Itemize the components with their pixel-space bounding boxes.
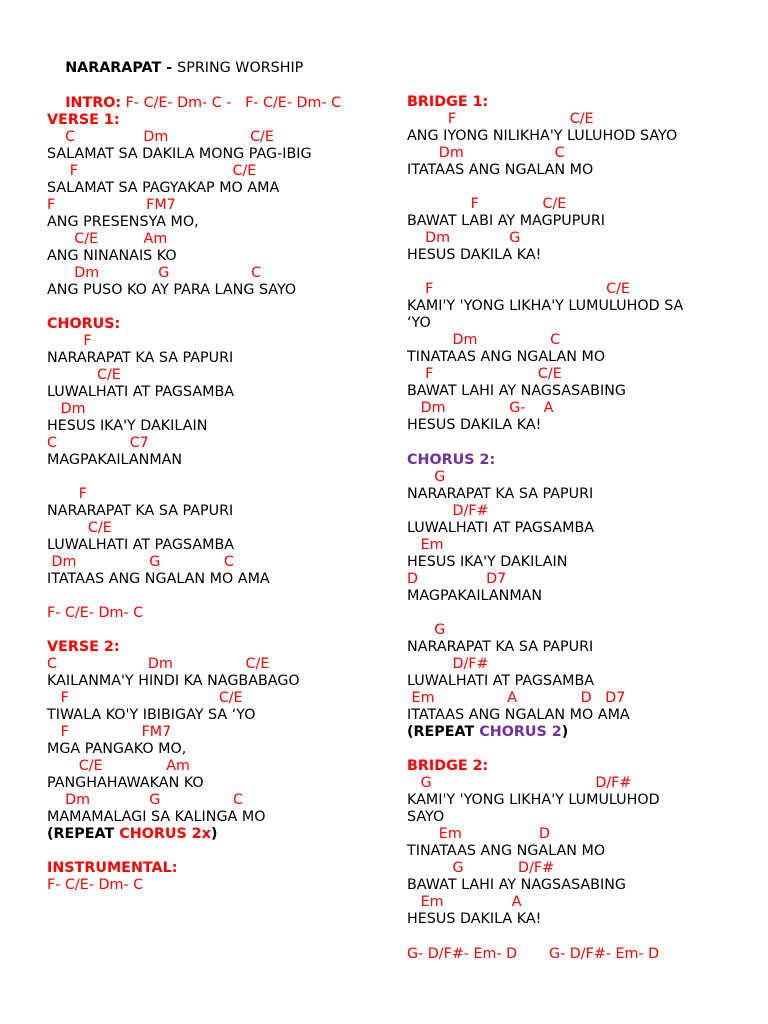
chord-line: Dm G xyxy=(407,230,521,246)
lyric-line: LUWALHATI AT PAGSAMBA xyxy=(407,520,595,536)
chord-line: C/E Am xyxy=(47,231,168,247)
lyric-line: SALAMAT SA PAGYAKAP MO AMA xyxy=(47,180,280,196)
intro-chords: F- C/E- Dm- C - F- C/E- Dm- C xyxy=(121,95,342,111)
lyric-line: ‘YO xyxy=(407,315,431,331)
song-name: NARARAPAT - xyxy=(65,60,178,76)
lyric-line: HESUS IKA'Y DAKILAIN xyxy=(47,418,208,434)
lyric-line: TINATAAS ANG NGALAN MO xyxy=(407,843,606,859)
lyric-line: BAWAT LAHI AY NAGSASABING xyxy=(407,877,626,893)
chord-line: C/E xyxy=(47,520,112,536)
chord-line: G xyxy=(407,469,446,485)
chord-line: F C/E xyxy=(47,163,257,179)
chord-line: F C/E xyxy=(407,111,594,127)
chord-line: C C7 xyxy=(47,435,149,451)
lyric-line: HESUS DAKILA KA! xyxy=(407,911,542,927)
chord-line: D/F# xyxy=(407,503,489,519)
lyric-line: MAMAMALAGI SA KALINGA MO xyxy=(47,809,266,825)
chord-line: C Dm C/E xyxy=(47,129,274,145)
repeat-suffix: ) xyxy=(210,826,218,842)
lyric-line: ANG NINANAIS KO xyxy=(47,248,177,264)
section-heading: CHORUS 2: xyxy=(407,452,496,468)
repeat-instruction xyxy=(407,724,568,741)
lyric-line: LUWALHATI AT PAGSAMBA xyxy=(47,537,235,553)
chord-line: G D/F# xyxy=(407,775,632,791)
section-heading: BRIDGE 1: xyxy=(407,94,489,110)
chord-line: F xyxy=(47,486,88,502)
section-heading: VERSE 2: xyxy=(47,639,120,655)
lyric-line: BAWAT LABI AY MAGPUPURI xyxy=(407,213,605,229)
chord-line: F- C/E- Dm- C xyxy=(47,877,144,893)
lyric-line: NARARAPAT KA SA PAPURI xyxy=(407,486,594,502)
lyric-line: HESUS DAKILA KA! xyxy=(407,417,542,433)
lyric-line: SALAMAT SA DAKILA MONG PAG-IBIG xyxy=(47,146,312,162)
section-heading: VERSE 1: xyxy=(47,112,120,128)
chord-line: Em A D D7 xyxy=(407,690,626,706)
lyric-line: ITATAAS ANG NGALAN MO xyxy=(407,162,594,178)
chord-line: Dm G C xyxy=(47,554,234,570)
chord-line: C Dm C/E xyxy=(47,656,270,672)
chord-line: F C/E xyxy=(407,196,567,212)
lyric-line: TIWALA KO'Y IBIBIGAY SA ‘YO xyxy=(47,707,256,723)
chord-line: G D/F# xyxy=(407,860,555,876)
lyric-line: MGA PANGAKO MO, xyxy=(47,741,187,757)
lyric-line: BAWAT LAHI AY NAGSASABING xyxy=(407,383,626,399)
section-heading: BRIDGE 2: xyxy=(407,758,489,774)
lyric-line: ANG IYONG NILIKHA'Y LULUHOD SAYO xyxy=(407,128,678,144)
lyric-line: NARARAPAT KA SA PAPURI xyxy=(407,639,594,655)
lyric-line: ANG PRESENSYA MO, xyxy=(47,214,199,230)
chord-line: Dm xyxy=(47,401,86,417)
chord-line: Em D xyxy=(407,826,551,842)
lyric-line: ANG PUSO KO AY PARA LANG SAYO xyxy=(47,282,297,298)
chord-line: C/E Am xyxy=(47,758,190,774)
chord-line: F FM7 xyxy=(47,197,176,213)
chord-line: C/E xyxy=(47,367,121,383)
chord-line: F- C/E- Dm- C xyxy=(47,605,144,621)
chord-line: Dm G C xyxy=(47,265,262,281)
lyric-line: KAMI'Y 'YONG LIKHA'Y LUMULUHOD xyxy=(407,792,660,808)
lyric-line: NARARAPAT KA SA PAPURI xyxy=(47,350,234,366)
repeat-instruction xyxy=(47,826,217,843)
chord-line: Dm C xyxy=(407,332,561,348)
lyric-line: KAMI'Y 'YONG LIKHA'Y LUMULUHOD SA xyxy=(407,298,684,314)
chord-line: Em xyxy=(407,537,444,553)
lyric-line: NARARAPAT KA SA PAPURI xyxy=(47,503,234,519)
lyric-line: LUWALHATI AT PAGSAMBA xyxy=(407,673,595,689)
chord-line: Dm G- A xyxy=(407,400,554,416)
repeat-prefix: (REPEAT xyxy=(47,826,120,842)
lyric-line: ITATAAS ANG NGALAN MO AMA xyxy=(407,707,630,723)
chord-line: Dm G C xyxy=(47,792,243,808)
lyric-line: HESUS IKA'Y DAKILAIN xyxy=(407,554,568,570)
section-heading: CHORUS: xyxy=(47,316,121,332)
section-heading: INSTRUMENTAL: xyxy=(47,860,178,876)
lyric-line: ITATAAS ANG NGALAN MO AMA xyxy=(47,571,270,587)
chord-line: F C/E xyxy=(47,690,243,706)
chord-line: Em A xyxy=(407,894,522,910)
lyric-line: KAILANMA'Y HINDI KA NAGBABAGO xyxy=(47,673,300,689)
chord-line: Dm C xyxy=(407,145,565,161)
chord-line: F FM7 xyxy=(47,724,172,740)
song-artist: SPRING WORSHIP xyxy=(177,60,304,76)
repeat-target: CHORUS 2x xyxy=(119,826,211,842)
lyric-line: MAGPAKAILANMAN xyxy=(47,452,183,468)
chord-line: D/F# xyxy=(407,656,489,672)
lyric-line: LUWALHATI AT PAGSAMBA xyxy=(47,384,235,400)
repeat-suffix: ) xyxy=(561,724,569,740)
chord-line: G- D/F#- Em- D G- D/F#- Em- D xyxy=(407,946,660,962)
lyric-line: MAGPAKAILANMAN xyxy=(407,588,543,604)
lyric-line: TINATAAS ANG NGALAN MO xyxy=(407,349,606,365)
chord-line: G xyxy=(407,622,446,638)
repeat-target: CHORUS 2 xyxy=(479,724,562,740)
chord-line: F C/E xyxy=(407,281,630,297)
repeat-prefix: (REPEAT xyxy=(407,724,480,740)
chord-line: F C/E xyxy=(407,366,562,382)
chord-line: D D7 xyxy=(407,571,507,587)
lyric-line: HESUS DAKILA KA! xyxy=(407,247,542,263)
chord-line: F xyxy=(47,333,92,349)
lyric-line: PANGHAHAWAKAN KO xyxy=(47,775,204,791)
lyric-line: SAYO xyxy=(407,809,445,825)
intro-label: INTRO: xyxy=(65,95,122,111)
